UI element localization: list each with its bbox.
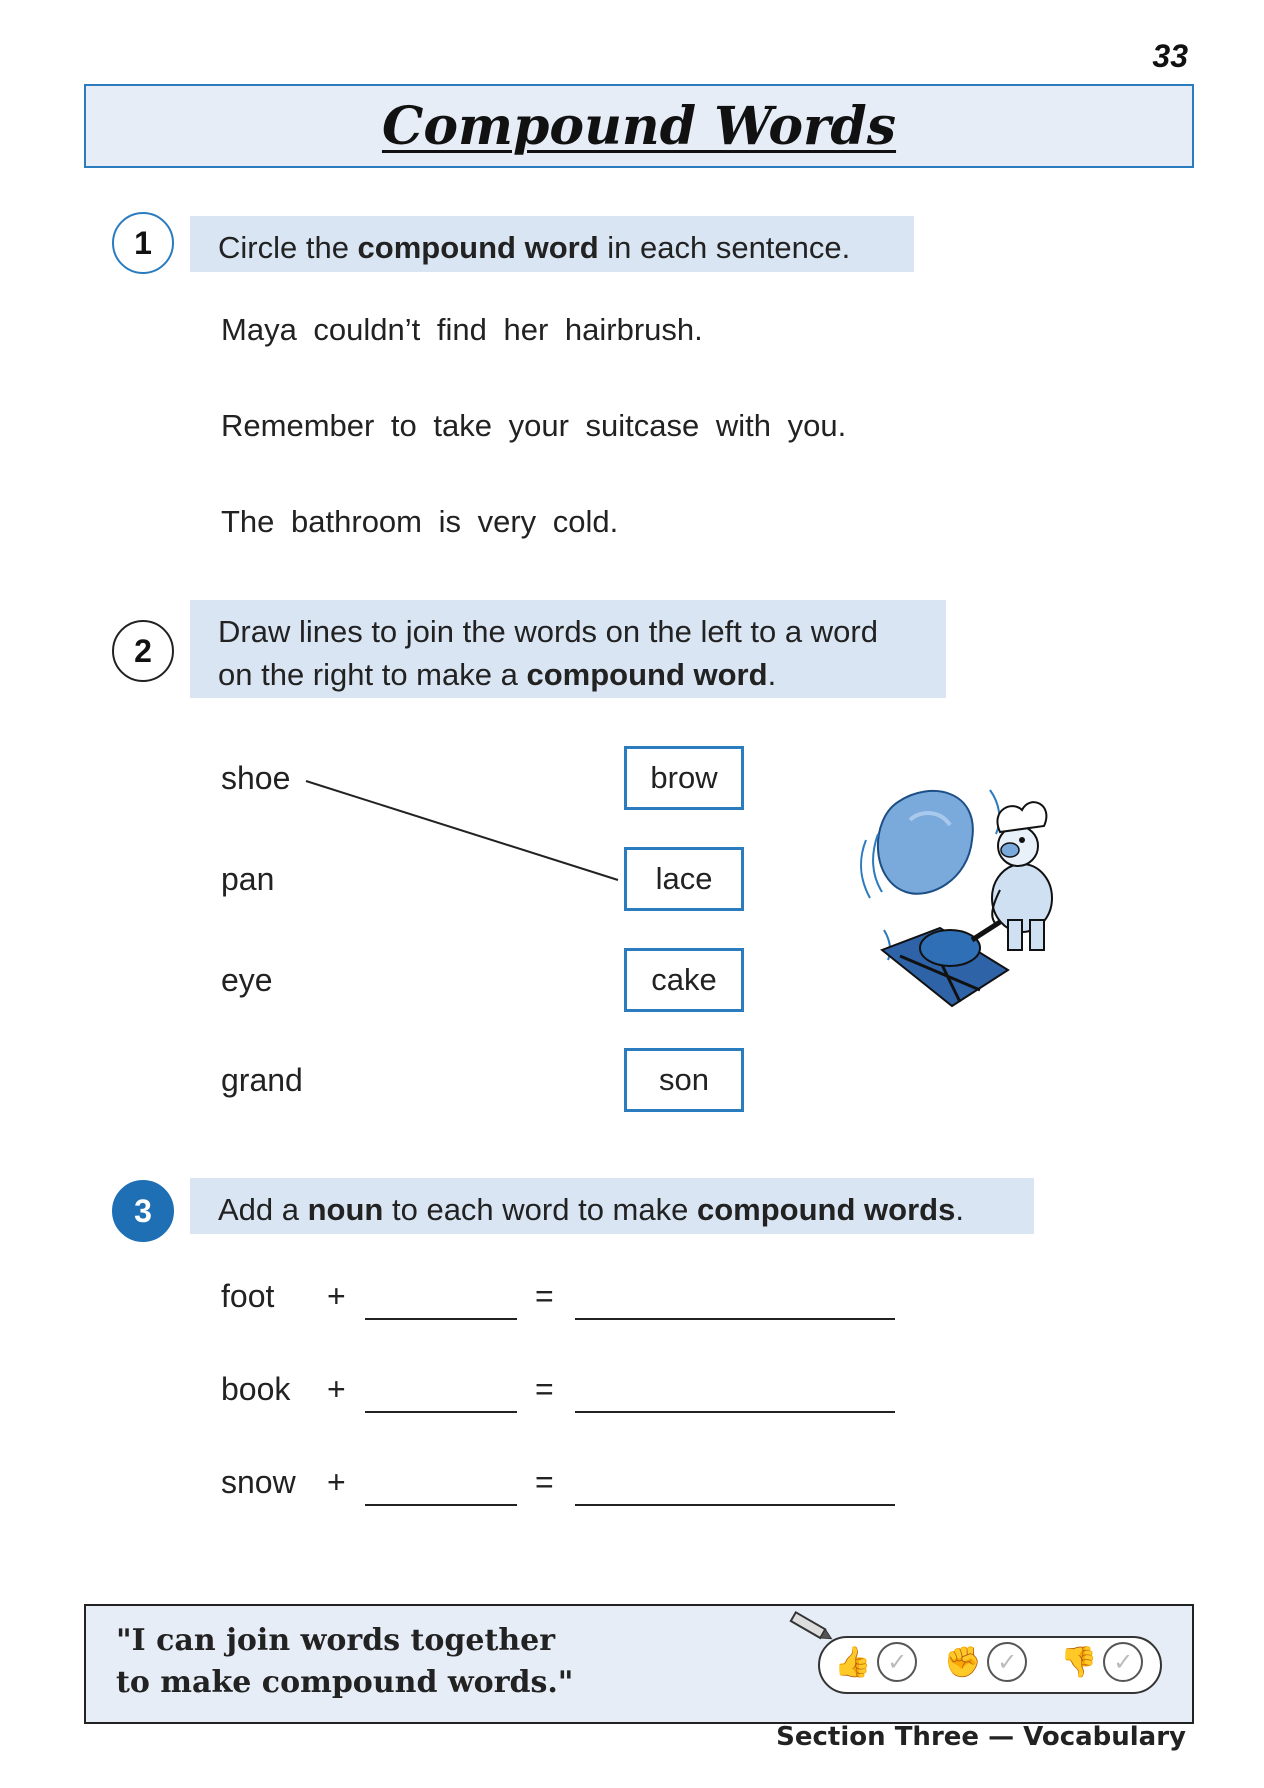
left-word-shoe[interactable]: shoe: [221, 760, 291, 796]
plus-sign: +: [327, 1278, 346, 1314]
thumbs-sideways-icon: ✊: [944, 1645, 982, 1679]
equals-sign: =: [535, 1278, 554, 1314]
page-number: 33: [1152, 38, 1188, 74]
noun-answer-blank[interactable]: [365, 1318, 517, 1320]
right-word-brow[interactable]: brow: [624, 746, 744, 810]
q3-word: foot: [221, 1278, 275, 1314]
check-circle-icon[interactable]: ✓: [1103, 1642, 1143, 1682]
equals-sign: =: [535, 1371, 554, 1407]
q1-sentence-2[interactable]: Remember to take your suitcase with you.: [221, 408, 847, 443]
plus-sign: +: [327, 1464, 346, 1500]
left-word-eye[interactable]: eye: [221, 962, 273, 998]
noun-answer-blank[interactable]: [365, 1411, 517, 1413]
q1-sentence-3[interactable]: The bathroom is very cold.: [221, 504, 619, 539]
q3-row-foot: [221, 1278, 921, 1328]
self-assessment-statement: [116, 1620, 573, 1704]
check-circle-icon[interactable]: ✓: [877, 1642, 917, 1682]
q3-instruction-bold-compound: compound words: [696, 1192, 956, 1227]
q3-row-snow: [221, 1464, 921, 1514]
thumbs-down-icon: 👎: [1060, 1645, 1098, 1679]
q2-instruction-line2: on the right to make a: [218, 657, 527, 692]
plus-sign: +: [327, 1371, 346, 1407]
q3-instruction-bold-noun: noun: [307, 1192, 384, 1227]
q1-instruction-bold: compound word: [357, 230, 599, 265]
right-word-son[interactable]: son: [624, 1048, 744, 1112]
compound-answer-blank[interactable]: [575, 1318, 895, 1320]
q3-instruction-text-mid: to each word to make: [383, 1192, 697, 1227]
q3-word: snow: [221, 1464, 296, 1500]
rating-thumbs-sideways[interactable]: [944, 1642, 1027, 1682]
statement-line-1: "I can join words together: [116, 1623, 556, 1658]
q1-instruction-text-end: in each sentence.: [598, 230, 851, 265]
question-2-number: 2: [112, 620, 174, 682]
question-1-number: 1: [112, 212, 174, 274]
compound-answer-blank[interactable]: [575, 1411, 895, 1413]
check-circle-icon[interactable]: ✓: [987, 1642, 1027, 1682]
q3-instruction-period: .: [955, 1192, 964, 1227]
question-3-number: 3: [112, 1180, 174, 1242]
section-label: Section Three — Vocabulary: [776, 1722, 1186, 1752]
rating-thumbs-up[interactable]: [834, 1642, 917, 1682]
q1-instruction-text: Circle the: [218, 230, 358, 265]
q3-row-book: [221, 1371, 921, 1421]
right-word-cake[interactable]: cake: [624, 948, 744, 1012]
left-word-grand[interactable]: grand: [221, 1062, 303, 1098]
q2-instruction-line1: Draw lines to join the words on the left to a word: [218, 614, 878, 649]
thumbs-up-icon: 👍: [834, 1645, 872, 1679]
right-word-lace[interactable]: lace: [624, 847, 744, 911]
rating-thumbs-down[interactable]: [1060, 1642, 1143, 1682]
question-3-instruction: [190, 1178, 1034, 1234]
chef-pancake-illustration: [840, 780, 1090, 1020]
q3-word: book: [221, 1371, 291, 1407]
q1-sentence-1[interactable]: Maya couldn’t find her hairbrush.: [221, 312, 703, 347]
q3-instruction-text: Add a: [218, 1192, 308, 1227]
statement-line-2: to make compound words.": [116, 1665, 574, 1700]
q2-instruction-period: .: [767, 657, 777, 692]
equals-sign: =: [535, 1464, 554, 1500]
left-word-pan[interactable]: pan: [221, 861, 275, 897]
page-title: Compound Words: [381, 96, 897, 157]
q2-instruction-bold: compound word: [526, 657, 768, 692]
noun-answer-blank[interactable]: [365, 1504, 517, 1506]
compound-answer-blank[interactable]: [575, 1504, 895, 1506]
